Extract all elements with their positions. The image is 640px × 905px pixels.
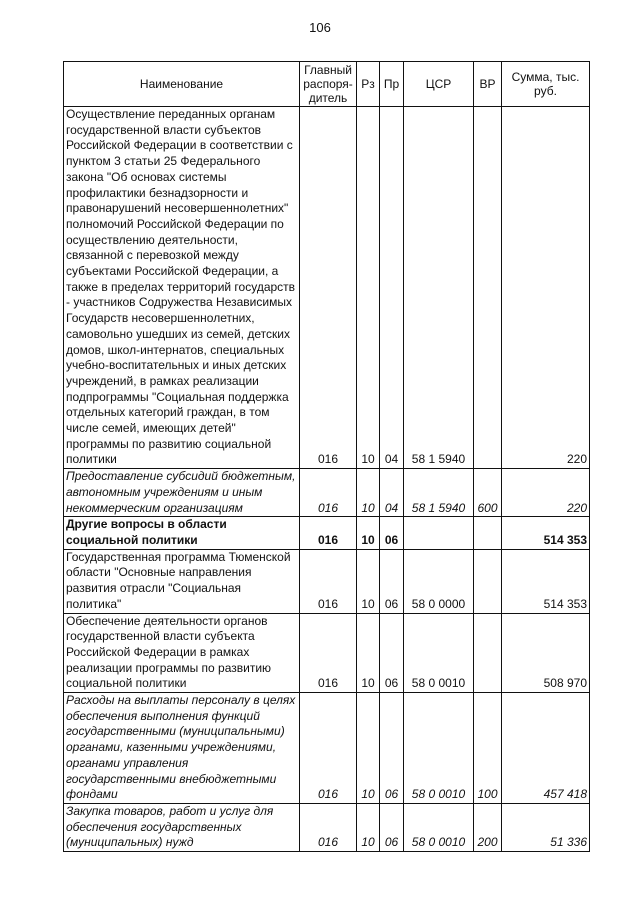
header-vr: ВР <box>474 62 502 107</box>
row-rz: 10 <box>357 549 380 613</box>
page-number: 106 <box>309 20 331 35</box>
row-sum: 220 <box>502 469 590 517</box>
header-row <box>64 62 590 107</box>
row-vr: 100 <box>474 693 502 804</box>
row-rz: 10 <box>357 107 380 469</box>
row-csr: 58 1 5940 <box>404 107 474 469</box>
row-csr: 58 1 5940 <box>404 469 474 517</box>
row-pr: 04 <box>380 469 404 517</box>
table-row <box>64 549 590 613</box>
row-pr: 06 <box>380 549 404 613</box>
row-chief: 016 <box>300 107 357 469</box>
row-name: Другие вопросы в области социальной политики <box>64 517 300 549</box>
header-name: Наименование <box>64 62 300 107</box>
header-pr: Пр <box>380 62 404 107</box>
row-sum: 514 353 <box>502 549 590 613</box>
row-name: Расходы на выплаты персоналу в целях обеспечения выполнения функций государственными (муниципальными) органами, казенными учреждениями, органами управления государственными внебюджетными фондами <box>64 693 300 804</box>
row-csr: 58 0 0010 <box>404 613 474 693</box>
row-pr: 06 <box>380 693 404 804</box>
row-vr <box>474 613 502 693</box>
row-chief: 016 <box>300 517 357 549</box>
header-rz: Рз <box>357 62 380 107</box>
row-csr: 58 0 0010 <box>404 803 474 851</box>
header-chief: Главный распоря-дитель <box>300 62 357 107</box>
table-row <box>64 107 590 469</box>
row-name: Закупка товаров, работ и услуг для обеспечения государственных (муниципальных) нужд <box>64 803 300 851</box>
row-rz: 10 <box>357 803 380 851</box>
row-name: Осуществление переданных органам государственной власти субъектов Российской Федерации в соответствии с пунктом 3 статьи 25 Федерального закона "Об основах системы профилактики безнадзорности и правонарушений несовершеннолетних" полномочий Российской Федерации по осуществлению деятельности, связанной с перевозкой между субъектами Российской Федерации, а также в пределах территорий государств - участников Содружества Независимых Государств несовершеннолетних, самовольно ушедших из семей, детских домов, школ-интернатов, специальных учебно-воспитательных и иных детских учреждений, в рамках реализации подпрограммы "Социальная поддержка отдельных категорий граждан, в том числе семей, имеющих детей" программы по развитию социальной политики <box>64 107 300 469</box>
table-row <box>64 803 590 851</box>
row-sum: 508 970 <box>502 613 590 693</box>
table-row <box>64 693 590 804</box>
row-name: Предоставление субсидий бюджетным, автономным учреждениям и иным некоммерческим организациям <box>64 469 300 517</box>
header-sum: Сумма, тыс. руб. <box>502 62 590 107</box>
row-chief: 016 <box>300 803 357 851</box>
row-chief: 016 <box>300 469 357 517</box>
row-rz: 10 <box>357 613 380 693</box>
row-csr: 58 0 0010 <box>404 693 474 804</box>
row-vr: 600 <box>474 469 502 517</box>
row-vr <box>474 549 502 613</box>
row-name: Обеспечение деятельности органов государственной власти субъекта Российской Федерации в рамках реализации программы по развитию социальной политики <box>64 613 300 693</box>
table-row <box>64 517 590 549</box>
row-csr <box>404 517 474 549</box>
budget-table <box>63 61 590 852</box>
row-chief: 016 <box>300 693 357 804</box>
row-pr: 06 <box>380 517 404 549</box>
row-rz: 10 <box>357 469 380 517</box>
row-name: Государственная программа Тюменской области "Основные направления развития отрасли "Социальная политика" <box>64 549 300 613</box>
table-row <box>64 613 590 693</box>
table-row <box>64 469 590 517</box>
row-sum: 220 <box>502 107 590 469</box>
row-rz: 10 <box>357 693 380 804</box>
row-vr <box>474 107 502 469</box>
row-chief: 016 <box>300 613 357 693</box>
row-sum: 514 353 <box>502 517 590 549</box>
row-pr: 04 <box>380 107 404 469</box>
row-rz: 10 <box>357 517 380 549</box>
row-sum: 51 336 <box>502 803 590 851</box>
header-csr: ЦСР <box>404 62 474 107</box>
row-chief: 016 <box>300 549 357 613</box>
row-vr: 200 <box>474 803 502 851</box>
row-csr: 58 0 0000 <box>404 549 474 613</box>
row-vr <box>474 517 502 549</box>
row-pr: 06 <box>380 803 404 851</box>
row-pr: 06 <box>380 613 404 693</box>
row-sum: 457 418 <box>502 693 590 804</box>
